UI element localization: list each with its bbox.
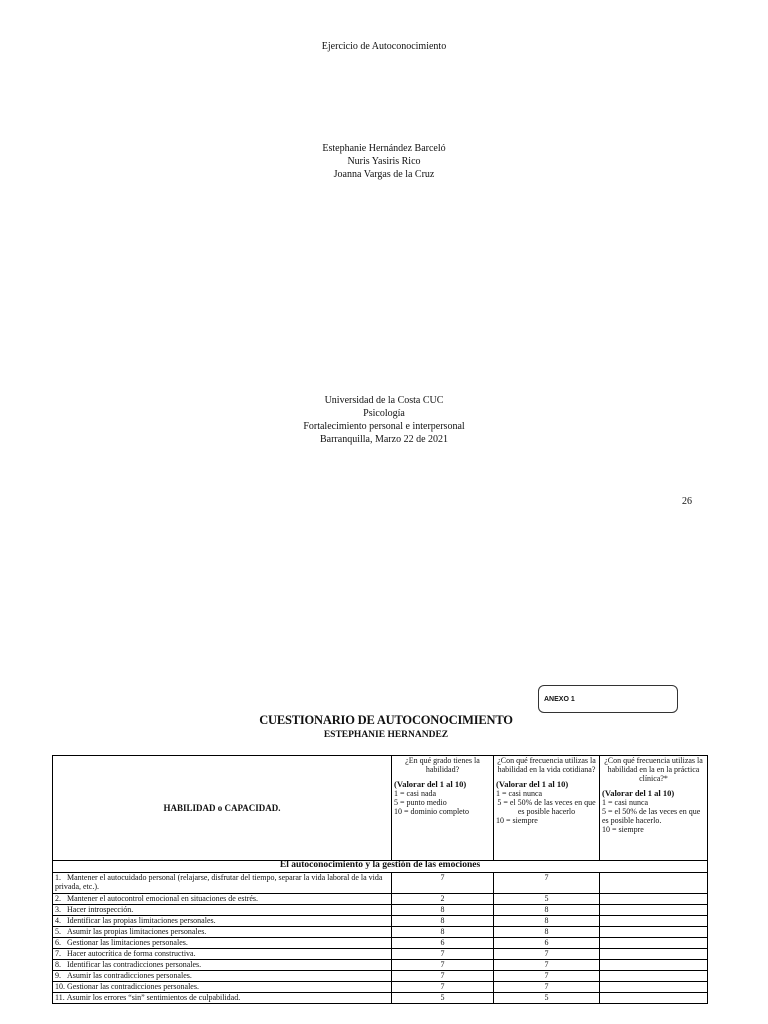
daily-frequency-value: 8 (494, 927, 600, 938)
item-number: 1. (55, 873, 61, 882)
scale-desc: 5 = punto medio (394, 798, 447, 807)
table-row (53, 873, 708, 894)
item-text: Asumir los errores “sin” sentimientos de culpabilidad. (66, 993, 241, 1002)
skill-cell (53, 971, 392, 982)
institution: Universidad de la Costa CUC (324, 395, 444, 406)
degree-value: 6 (392, 938, 494, 949)
table-row (53, 927, 708, 938)
item-number: 11. (55, 993, 65, 1002)
daily-frequency-value: 5 (494, 993, 600, 1004)
skill-cell (53, 894, 392, 905)
degree-value: 7 (392, 873, 494, 894)
document-title: Ejercicio de Autoconocimiento (321, 41, 447, 52)
daily-frequency-value: 7 (494, 873, 600, 894)
column-question: ¿Con qué frecuencia utilizas la habilidad en la vida cotidiana? (497, 756, 596, 774)
daily-frequency-value: 7 (494, 971, 600, 982)
degree-value: 5 (392, 993, 494, 1004)
column-scale: (Valorar del 1 al 10) (394, 779, 467, 789)
course: Fortalecimiento personal e interpersonal (303, 421, 465, 432)
scale-desc: 10 = siempre (602, 825, 644, 834)
skill-cell (53, 949, 392, 960)
daily-frequency-value: 7 (494, 949, 600, 960)
skill-cell (53, 982, 392, 993)
skill-cell (53, 960, 392, 971)
table-row (53, 993, 708, 1004)
item-text: Mantener el autocuidado personal (relajarse, disfrutar del tiempo, separar la vida laboral de la vida privada, etc.). (55, 873, 383, 891)
daily-frequency-value: 7 (494, 982, 600, 993)
daily-frequency-column-header (494, 756, 600, 861)
item-number: 4. (55, 916, 61, 925)
item-text: Gestionar las limitaciones personales. (67, 938, 188, 947)
skill-cell (53, 916, 392, 927)
section-row (53, 861, 708, 873)
table-row (53, 949, 708, 960)
table-row (53, 905, 708, 916)
item-number: 3. (55, 905, 61, 914)
annex-label: ANEXO 1 (538, 685, 678, 713)
item-text: Asumir las propias limitaciones personales. (67, 927, 207, 936)
item-number: 10. (55, 982, 65, 991)
item-text: Mantener el autocontrol emocional en situaciones de estrés. (67, 894, 259, 903)
skill-cell (53, 927, 392, 938)
clinical-frequency-value (600, 982, 708, 993)
table-row (53, 916, 708, 927)
skill-cell (53, 905, 392, 916)
skill-cell (53, 993, 392, 1004)
degree-value: 8 (392, 916, 494, 927)
clinical-frequency-column-header (600, 756, 708, 861)
item-text: Hacer autocrítica de forma constructiva. (67, 949, 196, 958)
item-number: 8. (55, 960, 61, 969)
degree-value: 7 (392, 949, 494, 960)
table-row (53, 971, 708, 982)
item-text: Hacer introspección. (67, 905, 134, 914)
questionnaire-subtitle: ESTEPHANIE HERNANDEZ (323, 730, 449, 740)
table-header-row (53, 756, 708, 861)
item-number: 5. (55, 927, 61, 936)
degree-value: 2 (392, 894, 494, 905)
daily-frequency-value: 8 (494, 916, 600, 927)
item-text: Identificar las contradicciones personales. (67, 960, 202, 969)
scale-desc: 1 = casi nunca (602, 798, 649, 807)
item-text: Asumir las contradicciones personales. (67, 971, 192, 980)
daily-frequency-value: 5 (494, 894, 600, 905)
section-title: El autoconocimiento y la gestión de las emociones (53, 861, 708, 873)
skill-column-header: HABILIDAD o CAPACIDAD. (53, 756, 392, 861)
scale-desc: 10 = dominio completo (394, 807, 469, 816)
item-text: Identificar las propias limitaciones personales. (67, 916, 216, 925)
item-text: Gestionar las contradicciones personales. (67, 982, 199, 991)
column-question: ¿En qué grado tienes la habilidad? (405, 756, 480, 774)
clinical-frequency-value (600, 938, 708, 949)
item-number: 7. (55, 949, 61, 958)
scale-desc: 1 = casi nunca (496, 789, 543, 798)
daily-frequency-value: 6 (494, 938, 600, 949)
column-scale: (Valorar del 1 al 10) (602, 788, 675, 798)
item-number: 2. (55, 894, 61, 903)
author-name: Nuris Yasiris Rico (347, 156, 421, 167)
skill-cell (53, 938, 392, 949)
daily-frequency-value: 7 (494, 960, 600, 971)
scale-desc: 1 = casi nada (394, 789, 437, 798)
clinical-frequency-value (600, 905, 708, 916)
author-list (0, 142, 768, 181)
affiliation-block (0, 394, 768, 446)
clinical-frequency-value (600, 949, 708, 960)
clinical-frequency-value (600, 960, 708, 971)
skill-cell (53, 873, 392, 894)
table-row (53, 894, 708, 905)
scale-desc: 5 = el 50% de las veces en que es posible hacerlo. (602, 807, 701, 825)
author-name: Joanna Vargas de la Cruz (333, 169, 435, 180)
item-number: 9. (55, 971, 61, 980)
table-row (53, 982, 708, 993)
program: Psicología (363, 408, 405, 419)
scale-desc: 5 = el 50% de las veces en que es posible hacerlo (497, 798, 596, 816)
degree-value: 8 (392, 905, 494, 916)
page-number: 26 (682, 496, 692, 507)
author-name: Estephanie Hernández Barceló (322, 143, 446, 154)
place-date: Barranquilla, Marzo 22 de 2021 (319, 434, 449, 445)
degree-column-header (392, 756, 494, 861)
daily-frequency-value: 8 (494, 905, 600, 916)
degree-value: 7 (392, 982, 494, 993)
clinical-frequency-value (600, 927, 708, 938)
clinical-frequency-value (600, 894, 708, 905)
clinical-frequency-value (600, 971, 708, 982)
column-question: ¿Con qué frecuencia utilizas la habilidad en la en la práctica clínica?* (604, 756, 703, 783)
table-row (53, 938, 708, 949)
degree-value: 7 (392, 971, 494, 982)
clinical-frequency-value (600, 873, 708, 894)
column-scale: (Valorar del 1 al 10) (496, 779, 569, 789)
clinical-frequency-value (600, 916, 708, 927)
item-number: 6. (55, 938, 61, 947)
clinical-frequency-value (600, 993, 708, 1004)
questionnaire-title: CUESTIONARIO DE AUTOCONOCIMIENTO (259, 713, 513, 727)
table-row (53, 960, 708, 971)
questionnaire-table (52, 755, 708, 1004)
scale-desc: 10 = siempre (496, 816, 538, 825)
degree-value: 7 (392, 960, 494, 971)
degree-value: 8 (392, 927, 494, 938)
